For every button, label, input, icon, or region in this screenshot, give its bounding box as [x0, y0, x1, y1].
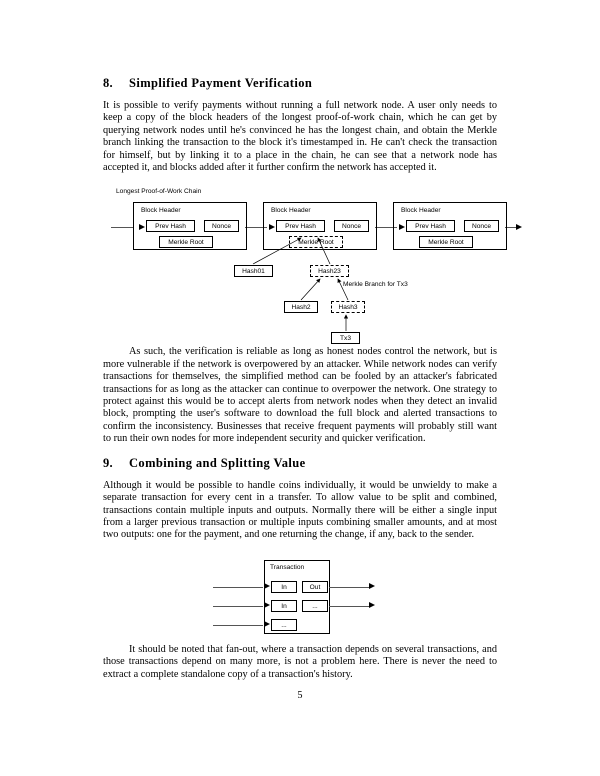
paragraph-8-2: As such, the verification is reliable as long as honest nodes control the network, but is more vulnerable if the network is overpowered by an attacker. While network nodes can verify transactions for themselves, the simplified method can be fooled by an attacker's fabricated transactions for as long as the attacker can continue to overpower the network. One strategy to protect against this would be to accept alerts from network nodes when they detect an invalid block, prompting the user's software to download the full block and alerted transactions to confirm the inconsistency. Businesses that receive frequent payments will probably still want to run their own nodes for more independent security and quicker verification.: [103, 346, 497, 445]
section-heading-9: [103, 456, 497, 471]
section-title: Simplified Payment Verification: [129, 76, 313, 90]
merkle-branch-label: Merkle Branch for Tx3: [343, 281, 408, 289]
input-line-2: [213, 606, 263, 607]
chain-continues-arrow-icon: [516, 224, 522, 230]
section-heading-8: [103, 76, 497, 91]
merkle-node-hash01: Hash01: [234, 265, 273, 277]
paragraph-9-1: Although it would be possible to handle coins individually, it would be unwieldy to make a separate transaction for every cent in a transfer. To allow value to be split and combined, transactions contain multiple inputs and outputs. Normally there will be either a single input from a larger previous transaction or multiple inputs combining smaller amounts, and at most two outputs: one for the payment, and one returning the change, if any, back to the sender.: [103, 479, 497, 541]
block-header-title: Block Header: [401, 207, 441, 215]
prev-hash-field: Prev Hash: [276, 220, 325, 232]
merkle-node-hash2: Hash2: [284, 301, 318, 313]
nonce-field: Nonce: [464, 220, 499, 232]
transaction-title: Transaction: [270, 563, 305, 571]
output-line-2: [329, 606, 369, 607]
merkle-root-field-highlighted: Merkle Root: [289, 236, 343, 248]
section-number: 9.: [103, 455, 113, 470]
paragraph-9-2: It should be noted that fan-out, where a transaction depends on several transactions, and those transactions depend on many more, is not a problem here. There is never the need to extract a complete standalone copy of a transaction's history.: [103, 643, 497, 680]
nonce-field: Nonce: [204, 220, 239, 232]
output-arrow-1-icon: [369, 583, 375, 589]
page-content: [103, 76, 497, 681]
spv-diagram: [103, 188, 497, 346]
output-line-1: [329, 587, 369, 588]
input-line-1: [213, 587, 263, 588]
input-arrow-2-icon: [264, 602, 270, 608]
output-arrow-2-icon: [369, 602, 375, 608]
merkle-tree-edges: [103, 188, 497, 346]
merkle-root-field: Merkle Root: [159, 236, 213, 248]
merkle-root-field: Merkle Root: [419, 236, 473, 248]
merkle-node-hash23: Hash23: [310, 265, 349, 277]
nonce-field: Nonce: [334, 220, 369, 232]
transaction-input-1: In: [271, 581, 297, 593]
section-title: Combining and Splitting Value: [129, 455, 306, 470]
transaction-input-3: ...: [271, 619, 297, 631]
section-spacer: [103, 446, 497, 456]
transaction-output-1: Out: [302, 581, 328, 593]
prev-hash-field: Prev Hash: [406, 220, 455, 232]
input-line-3: [213, 625, 263, 626]
block-header-title: Block Header: [271, 207, 311, 215]
paragraph-8-1: It is possible to verify payments without running a full network node. A user only needs to keep a copy of the block headers of the longest proof-of-work chain, which he can get by querying network nodes until he's convinced he has the longest chain, and obtain the Merkle branch linking the transaction to the block it's timestamped in. He can't check the transaction for himself, but by linking it to a place in the chain, he can see that a network node has accepted it, and blocks added after it further confirm the network has accepted it.: [103, 100, 497, 174]
merkle-node-tx3: Tx3: [331, 332, 360, 344]
input-arrow-3-icon: [264, 621, 270, 627]
transaction-input-2: In: [271, 600, 297, 612]
merkle-node-hash3: Hash3: [331, 301, 365, 313]
page-number: 5: [297, 690, 303, 701]
chain-label: Longest Proof-of-Work Chain: [116, 188, 202, 196]
transaction-output-2: ...: [302, 600, 328, 612]
section-number: 8.: [103, 76, 113, 90]
prev-hash-field: Prev Hash: [146, 220, 195, 232]
transaction-diagram: [103, 556, 497, 644]
input-arrow-1-icon: [264, 583, 270, 589]
block-header-title: Block Header: [141, 207, 181, 215]
